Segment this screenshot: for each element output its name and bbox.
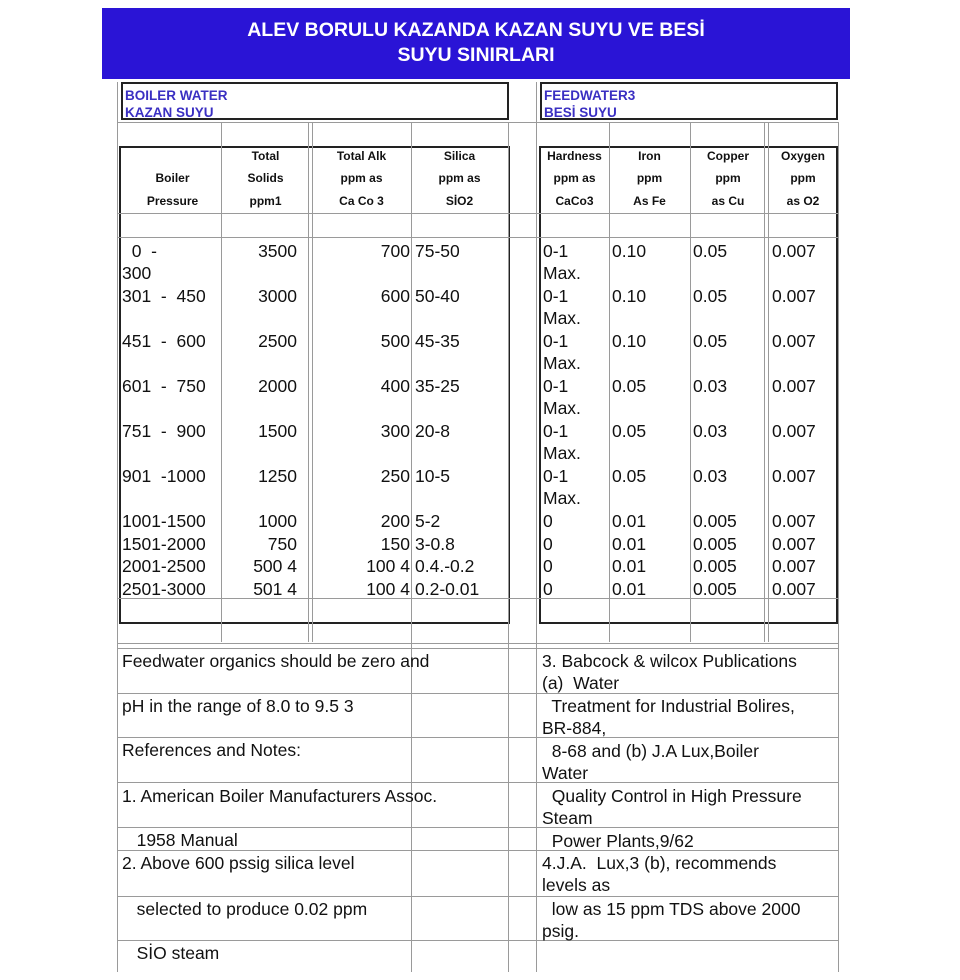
column-header-6-line-2: as Cu <box>711 194 745 208</box>
cell-iron: 0.01 <box>612 556 647 576</box>
column-header-0-line-1: Boiler <box>155 171 190 185</box>
cell-silica: 3-0.8 <box>415 534 455 554</box>
cell-iron: 0.01 <box>612 534 647 554</box>
column-header-5-line-0: Iron <box>638 149 661 163</box>
cell-solids: 2500 <box>258 331 297 351</box>
cell-solids: 500 4 <box>253 556 297 576</box>
note-right-line: 3. Babcock & wilcox Publications <box>542 651 797 671</box>
cell-oxygen: 0.007 <box>772 331 816 351</box>
cell-pressure: 1501-2000 <box>122 534 206 554</box>
cell-iron: 0.01 <box>612 579 647 599</box>
cell-alk: 300 <box>380 421 410 441</box>
cell-hardness: 0 <box>543 534 553 554</box>
feed-header-en: FEEDWATER3 <box>544 88 636 103</box>
column-header-2-line-0: Total Alk <box>336 149 387 163</box>
note-right-line: 4.J.A. Lux,3 (b), recommends <box>542 853 777 873</box>
cell-hardness: 0-1 <box>543 286 569 306</box>
cell-hardness: 0 <box>543 556 553 576</box>
cell-iron: 0.05 <box>612 466 647 486</box>
boiler-header-tr: KAZAN SUYU <box>125 105 214 120</box>
cell-solids: 1250 <box>258 466 297 486</box>
cell-silica: 50-40 <box>415 286 460 306</box>
note-left-line: References and Notes: <box>122 740 301 760</box>
column-header-5-line-2: As Fe <box>633 194 666 208</box>
cell-iron: 0.01 <box>612 511 647 531</box>
note-right-line: Steam <box>542 808 593 828</box>
column-header-2-line-2: Ca Co 3 <box>339 194 384 208</box>
cell-alk: 400 <box>380 376 410 396</box>
column-header-4-line-2: CaCo3 <box>555 194 594 208</box>
column-header-0-line-2: Pressure <box>146 194 199 208</box>
note-left-line: selected to produce 0.02 ppm <box>122 899 368 919</box>
column-header-3-line-2: SİO2 <box>445 194 474 208</box>
cell-oxygen: 0.007 <box>772 466 816 486</box>
cell-pressure: 301 - 450 <box>122 286 206 306</box>
cell-iron: 0.10 <box>612 286 647 306</box>
cell-silica: 20-8 <box>415 421 451 441</box>
column-header-1-line-1: Solids <box>247 171 284 185</box>
column-header-6-line-0: Copper <box>707 149 749 163</box>
column-header-7-line-0: Oxygen <box>780 149 825 163</box>
column-header-7-line-2: as O2 <box>786 194 820 208</box>
cell-iron: 0.10 <box>612 241 647 261</box>
cell-silica: 0.2-0.01 <box>415 579 480 599</box>
note-right-line: BR-884, <box>542 718 607 738</box>
column-header-1-line-2: ppm1 <box>249 194 282 208</box>
cell-copper: 0.005 <box>693 511 737 531</box>
cell-hardness: 0 <box>543 511 553 531</box>
cell-silica: 10-5 <box>415 466 451 486</box>
cell-alk: 100 4 <box>366 556 410 576</box>
cell-hardness: 0-1 <box>543 376 569 396</box>
cell-copper: 0.05 <box>693 241 728 261</box>
boiler-water-header <box>121 82 509 120</box>
cell-hardness-cont: Max. <box>543 308 581 328</box>
column-header-5-line-1: ppm <box>636 171 663 185</box>
cell-copper: 0.05 <box>693 331 728 351</box>
note-right-line: Power Plants,9/62 <box>542 831 694 851</box>
cell-hardness: 0-1 <box>543 331 569 351</box>
cell-solids: 2000 <box>258 376 297 396</box>
note-right-line: Water <box>542 763 589 783</box>
cell-pressure: 751 - 900 <box>122 421 206 441</box>
cell-alk: 600 <box>380 286 410 306</box>
column-header-4-line-0: Hardness <box>547 149 602 163</box>
cell-iron: 0.05 <box>612 376 647 396</box>
cell-alk: 250 <box>380 466 410 486</box>
title-line-2: SUYU SINIRLARI <box>397 44 555 66</box>
cell-pressure-cont: 300 <box>122 263 152 283</box>
column-header-7-line-1: ppm <box>790 171 816 185</box>
cell-oxygen: 0.007 <box>772 286 816 306</box>
cell-hardness: 0-1 <box>543 421 569 441</box>
cell-iron: 0.05 <box>612 421 647 441</box>
cell-oxygen: 0.007 <box>772 534 816 554</box>
cell-hardness: 0 <box>543 579 553 599</box>
note-right-line: 8-68 and (b) J.A Lux,Boiler <box>542 741 759 761</box>
cell-alk: 700 <box>380 241 410 261</box>
cell-copper: 0.005 <box>693 579 737 599</box>
cell-oxygen: 0.007 <box>772 556 816 576</box>
cell-pressure: 451 - 600 <box>122 331 206 351</box>
cell-silica: 75-50 <box>415 241 460 261</box>
cell-pressure: 601 - 750 <box>122 376 206 396</box>
cell-silica: 45-35 <box>415 331 460 351</box>
note-right-line: psig. <box>542 921 579 941</box>
cell-pressure: 1001-1500 <box>122 511 206 531</box>
cell-silica: 35-25 <box>415 376 460 396</box>
cell-copper: 0.03 <box>693 466 728 486</box>
note-left-line: Feedwater organics should be zero and <box>122 651 430 671</box>
note-right-line: levels as <box>542 875 611 895</box>
boiler-header-en: BOILER WATER <box>125 88 228 103</box>
cell-hardness-cont: Max. <box>543 488 581 508</box>
cell-hardness-cont: Max. <box>543 443 581 463</box>
note-right-line: low as 15 ppm TDS above 2000 <box>542 899 801 919</box>
note-left-line: SİO steam <box>122 943 220 963</box>
cell-hardness-cont: Max. <box>543 398 581 418</box>
cell-alk: 500 <box>380 331 410 351</box>
feed-header-tr: BESİ SUYU <box>544 105 617 120</box>
cell-pressure: 901 -1000 <box>122 466 206 486</box>
cell-pressure: 0 - <box>122 241 158 261</box>
cell-iron: 0.10 <box>612 331 647 351</box>
note-right-line: Quality Control in High Pressure <box>542 786 802 806</box>
note-left-line: 1. American Boiler Manufacturers Assoc. <box>122 786 438 806</box>
cell-hardness-cont: Max. <box>543 353 581 373</box>
cell-alk: 100 4 <box>366 579 410 599</box>
cell-solids: 3000 <box>258 286 297 306</box>
cell-oxygen: 0.007 <box>772 579 816 599</box>
cell-copper: 0.03 <box>693 421 728 441</box>
cell-hardness: 0-1 <box>543 241 569 261</box>
cell-copper: 0.005 <box>693 556 737 576</box>
cell-solids: 501 4 <box>253 579 297 599</box>
cell-solids: 3500 <box>258 241 297 261</box>
cell-copper: 0.03 <box>693 376 728 396</box>
column-header-6-line-1: ppm <box>715 171 741 185</box>
note-left-line: pH in the range of 8.0 to 9.5 3 <box>122 696 354 716</box>
cell-copper: 0.05 <box>693 286 728 306</box>
cell-silica: 0.4.-0.2 <box>415 556 475 576</box>
note-right-line: Treatment for Industrial Bolires, <box>542 696 795 716</box>
cell-oxygen: 0.007 <box>772 241 816 261</box>
note-left-line: 1958 Manual <box>122 830 238 850</box>
cell-alk: 200 <box>380 511 410 531</box>
cell-oxygen: 0.007 <box>772 376 816 396</box>
cell-pressure: 2501-3000 <box>122 579 206 599</box>
cell-solids: 1500 <box>258 421 297 441</box>
feedwater-header <box>540 82 838 120</box>
note-left-line: 2. Above 600 pssig silica level <box>122 853 355 873</box>
cell-oxygen: 0.007 <box>772 421 816 441</box>
note-right-line: (a) Water <box>542 673 620 693</box>
title-banner <box>102 8 850 79</box>
cell-solids: 1000 <box>258 511 297 531</box>
cell-copper: 0.005 <box>693 534 737 554</box>
cell-hardness: 0-1 <box>543 466 569 486</box>
title-line-1: ALEV BORULU KAZANDA KAZAN SUYU VE BESİ <box>247 19 705 41</box>
column-header-2-line-1: ppm as <box>340 171 383 185</box>
cell-silica: 5-2 <box>415 511 441 531</box>
column-header-1-line-0: Total <box>251 149 280 163</box>
cell-hardness-cont: Max. <box>543 263 581 283</box>
cell-solids: 750 <box>267 534 297 554</box>
cell-alk: 150 <box>380 534 410 554</box>
column-header-3-line-0: Silica <box>443 149 476 163</box>
cell-pressure: 2001-2500 <box>122 556 206 576</box>
cell-oxygen: 0.007 <box>772 511 816 531</box>
column-header-3-line-1: ppm as <box>438 171 481 185</box>
column-header-4-line-1: ppm as <box>553 171 596 185</box>
